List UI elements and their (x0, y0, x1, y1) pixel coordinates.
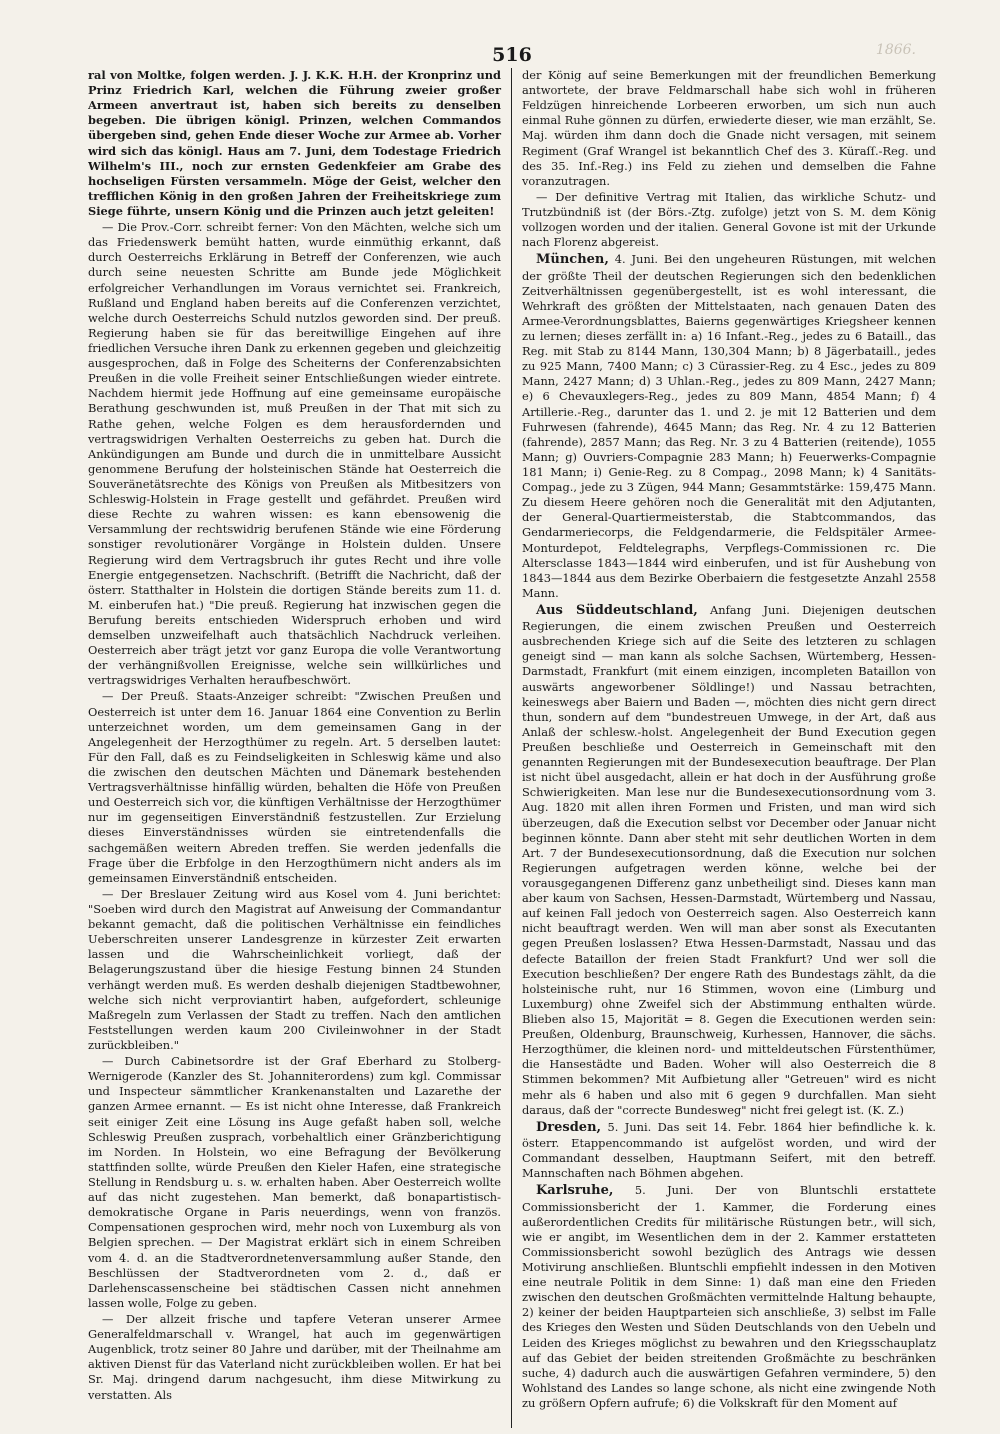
page-header (88, 40, 936, 68)
right-paragraph: Aus Süddeutschland, Anfang Juni. Diejenigen deutschen Regierungen, die einem zwischen Preußen und Oesterreich ausbrechenden Kriege sich auf die Seite des letzteren zu schlagen geneigt sind — man kann als solche Sachsen, Würtemberg, Hessen-Darmstadt, Frankfurt (mit einem einzigen, incompleten Bataillon von auswärts angeworbener Söldlinge!) und Nassau betrachten, keineswegs aber Baiern und Baden —, möchten dies nicht gern direct thun, sondern auf dem "bundestreuen Umwege, in der Art, daß aus Anlaß der schlesw.-holst. Angelegenheit der Bund Execution gegen Preußen beschließe und Oesterreich in Gemeinschaft mit den genannten Regierungen mit der Bundesexecution beauftrage. Der Plan ist nicht übel ausgedacht, allein er hat doch in der Ausführung große Schwierigkeiten. Man lese nur die Bundesexecutionsordnung vom 3. Aug. 1820 mit allen ihren Formen und Fristen, und man wird sich überzeugen, daß die Execution selbst vor December oder Januar nicht beginnen könnte. Dann aber steht mit sehr deutlichen Worten in dem Art. 7 der Bundesexecutionsordnung, daß die Execution nur solchen Regierungen aufgetragen werden könne, welche bei der vorausgegangenen Differenz ganz unbetheiligt sind. Dieses kann man aber kaum von Sachsen, Hessen-Darmstadt, Würtemberg und Nassau, auf keinen Fall jedoch von Oesterreich sagen. Also Oesterreich kann nicht beauftragt werden. Wen will man aber sonst als Executanten gegen Preußen loslassen? Etwa Hessen-Darmstadt, Nassau und das defecte Bataillon der freien Stadt Frankfurt? Und wer soll die Execution beschließen? Der engere Rath des Bundestags zählt, da die holsteinische ruht, nur 16 Stimmen, wovon eine (Limburg und Luxemburg) ohne Zweifel sich der Abstimmung enthalten würde. Blieben also 15, Majorität = 8. Gegen die Executionen werden sein: Preußen, Oldenburg, Braunschweig, Kurhessen, Hannover, die sächs. Herzogthümer, die kleinen nord- und mitteldeutschen Fürstenthümer, die Hansestädte und Baden. Woher will also Oesterreich die 8 Stimmen bekommen? Mit Aufbietung aller "Getreuen" wird es nicht mehr als 6 haben und also mit 6 gegen 9 durchfallen. Man sieht daraus, daß der "correcte Bundesweg" nicht frei gelegt ist. (K. Z.) (522, 602, 936, 1117)
left-paragraph: — Der Breslauer Zeitung wird aus Kosel vom 4. Juni berichtet: "Soeben wird durch den Magistrat auf Anweisung der Commandantur bekannt gemacht, daß die politischen Verhältnisse ein feindliches Ueberschreiten unserer Landesgrenze in kürzester Zeit erwarten lassen und die Wahrscheinlichkeit vorliegt, daß der Belagerungszustand über die hiesige Festung binnen 24 Stunden verhängt werden muß. Es werden deshalb diejenigen Stadtbewohner, welche sich nicht verproviantirt haben, aufgefordert, schleunige Maßregeln zum Verlassen der Stadt zu treffen. Nach den amtlichen Feststellungen werden kaum 200 Civileinwohner in der Stadt zurückbleiben." (88, 886, 501, 1052)
right-paragraph: — Der definitive Vertrag mit Italien, das wirkliche Schutz- und Trutzbündniß ist (der Börs.-Ztg. zufolge) jetzt von S. M. dem König vollzogen worden und der italien. General Govone ist mit der Urkunde nach Florenz abgereist. (522, 189, 936, 250)
left-paragraph: ral von Moltke, folgen werden. J. J. K.K. H.H. der Kronprinz und Prinz Friedrich Karl, welchen die Führung zweier großer Armeen anvertraut ist, haben sich bereits zu denselben begeben. Die übrigen königl. Prinzen, welchen Commandos übergeben sind, gehen Ende dieser Woche zur Armee ab. Vorher wird sich das königl. Haus am 7. Juni, dem Todestage Friedrich Wilhelm's III., noch zur ernsten Gedenkfeier am Grabe des hochseligen Fürsten versammeln. Möge der Geist, welcher den trefflichen König in den großen Jahren der Freiheitskriege zum Siege führte, unsern König und die Prinzen auch jetzt geleiten! (88, 68, 501, 218)
bleed-through-text: 1866. (875, 42, 916, 58)
text-columns (88, 68, 936, 1428)
left-paragraph: — Durch Cabinetsordre ist der Graf Eberhard zu Stolberg-Wernigerode (Kanzler des St. Johanniterordens) zum kgl. Commissar und Inspecteur sämmtlicher Krankenanstalten und Lazarethe der ganzen Armee ernannt. — Es ist nicht ohne Interesse, daß Frankreich seit einiger Zeit eine Lösung ins Auge gefaßt haben soll, welche Schleswig Preußen zusprach, vorbehaltlich einer Gränzberichtigung im Norden. In Holstein, wo eine Befragung der Bevölkerung stattfinden sollte, würde Preußen den Kieler Hafen, eine strategische Stellung in Rendsburg u. s. w. erhalten haben. Aber Oesterreich wollte auf das nicht zugestehen. Man bemerkt, daß bonapartistisch-demokratische Organe in Paris neuerdings, wenn von französ. Compensationen gesprochen wird, mehr noch von Luxemburg als von Belgien sprechen. — Der Magistrat erklärt sich in einem Schreiben vom 4. d. an die Stadtverordnetenversammlung außer Stande, den Beschlüssen der Stadtverordneten vom 2. d., daß er Darlehenscassenscheine bei städtischen Cassen nicht annehmen lassen wolle, Folge zu geben. (88, 1054, 501, 1310)
dateline: Aus Süddeutschland, (536, 602, 698, 618)
dateline: München, (536, 252, 609, 268)
left-column (88, 68, 512, 1428)
dateline: Karlsruhe, (536, 1183, 614, 1199)
left-paragraph: — Die Prov.-Corr. schreibt ferner: Von den Mächten, welche sich um das Friedenswerk bemüht hatten, wurde einmüthig erkannt, daß durch Oesterreichs Erklärung in Betreff der Conferenzen, wie auch durch seine neuesten Schritte am Bunde jede Möglichkeit erfolgreicher Verhandlungen im Voraus vernichtet sei. Frankreich, Rußland und England haben bereits auf die Conferenzen verzichtet, welche durch Oesterreichs Schuld nutzlos geworden sind. Der preuß. Regierung haben sie für das bereitwillige Eingehen auf ihre friedlichen Versuche ihren Dank zu erkennen gegeben und gleichzeitig ausgesprochen, daß in Folge des Scheiterns der Conferenzabsichten Preußen in die volle Freiheit seiner Entschließungen wieder eintrete. Nachdem hiermit jede Hoffnung auf eine gemeinsame europäische Berathung geschwunden ist, muß Preußen in der That mit sich zu Rathe gehen, welche Folgen es dem herausfordernden und vertragswidrigen Verhalten Oesterreichs zu geben hat. Durch die Ankündigungen am Bunde und durch die in unmittelbare Aussicht genommene Berufung der holsteinischen Stände hat Oesterreich die Souveränetätsrechte des Königs von Preußen als Mitbesitzers von Schleswig-Holstein in Frage gestellt und gefährdet. Preußen wird diese Rechte zu wahren wissen: es kann ebensowenig die Versammlung der rechtswidrig berufenen Stände wie eine Förderung sonstiger revolutionärer Vorgänge in Holstein dulden. Unsere Regierung wird dem Vertragsbruch ihr gutes Recht und ihre volle Energie entgegensetzen. Nachschrift. (Betrifft die Nachricht, daß der österr. Statthalter in Holstein die dortigen Stände bereits zum 11. d. M. einberufen hat.) "Die preuß. Regierung hat inzwischen gegen die Berufung bereits entschieden Widerspruch erhoben und wird demselben unzweifelhaft auch thatsächlich Nachdruck verleihen. Oesterreich aber trägt jetzt vor ganz Europa die volle Verantwortung der verhängnißvollen Ereignisse, welche sein willkürliches und vertragswidriges Verhalten heraufbeschwört. (88, 220, 501, 688)
right-paragraph: der König auf seine Bemerkungen mit der freundlichen Bemerkung antwortete, der brave Feldmarschall habe sich wohl in früheren Feldzügen hinreichende Lorbeeren erworben, um sich nun auch einmal Ruhe gönnen zu dürfen, erwiederte dieser, wie man erzählt, Se. Maj. würden ihm dann doch die Gnade nicht versagen, mit seinem Regiment (Graf Wrangel ist bekanntlich Chef des 3. Küraſſ.-Reg. und des 35. Inf.-Reg.) ins Feld zu ziehen und demselben die Fahne voranzutragen. (522, 68, 936, 188)
right-paragraph: Karlsruhe, 5. Juni. Der von Bluntschli erstattete Commissionsbericht der 1. Kammer, die Forderung eines außerordentlichen Credits für militärische Rüstungen betr., will sich, wie er angibt, im Wesentlichen dem in der 2. Kammer erstatteten Commissionsbericht sowohl bezüglich des Antrags wie dessen Motivirung anschließen. Bluntschli empfiehlt indessen in den Motiven eine neutrale Politik in dem Sinne: 1) daß man eine den Frieden zwischen den deutschen Großmächten vermittelnde Haltung behaupte, 2) keiner der beiden Hauptparteien sich anschließe, 3) selbst im Falle des Krieges den Westen und Süden Deutschlands von den Uebeln und Leiden des Krieges möglichst zu bewahren und den Kriegsschauplatz auf das Gebiet der beiden streitenden Großmächte zu beschränken suche, 4) dadurch auch die auswärtigen Gefahren vermindere, 5) den Wohlstand des Landes so lange schone, als nicht eine zwingende Noth zu größern Opfern aufrufe; 6) die Volkskraft für den Moment auf (522, 1183, 936, 1410)
left-paragraph: — Der allzeit frische und tapfere Veteran unserer Armee Generalfeldmarschall v. Wrangel, hat auch im gegenwärtigen Augenblick, trotz seiner 80 Jahre und darüber, mit der Theilnahme am aktiven Dienst für das Vaterland nicht zurückbleiben wollen. Er hat bei Sr. Maj. dringend darum nachgesucht, ihm diese Mitwirkung zu verstatten. Als (88, 1311, 501, 1402)
page-number: 516 (492, 44, 532, 66)
dateline: Dresden, (536, 1119, 602, 1135)
right-paragraph: München, 4. Juni. Bei den ungeheuren Rüstungen, mit welchen der größte Theil der deutschen Regierungen sich den bedenklichen Zeitverhältnissen gegenübergestellt, ist es wohl interessant, die Wehrkraft des größten der Mittelstaaten, nach genauen Daten des Armee-Verordnungsblattes, Baierns gegenwärtiges Kriegsheer kennen zu lernen; dieses zerfällt in: a) 16 Infant.-Reg., jedes zu 6 Bataill., das Reg. mit Stab zu 8144 Mann, 130,304 Mann; b) 8 Jägerbataill., jedes zu 925 Mann, 7400 Mann; c) 3 Cürassier-Reg. zu 4 Esc., jedes zu 809 Mann, 2427 Mann; d) 3 Uhlan.-Reg., jedes zu 809 Mann, 2427 Mann; e) 6 Chevauxlegers-Reg., jedes zu 809 Mann, 4854 Mann; f) 4 Artillerie.-Reg., darunter das 1. und 2. je mit 12 Batterien und dem Fuhrwesen (fahrende), 4645 Mann; das Reg. Nr. 4 zu 12 Batterien (fahrende), 2857 Mann; das Reg. Nr. 3 zu 4 Batterien (reitende), 1055 Mann; g) Ouvriers-Compagnie 283 Mann; h) Feuerwerks-Compagnie 181 Mann; i) Genie-Reg. zu 8 Compag., 2098 Mann; k) 4 Sanitäts-Compag., jede zu 3 Zügen, 944 Mann; Gesammtstärke: 159,475 Mann. Zu diesem Heere gehören noch die Generalität mit den Adjutanten, der General-Quartiermeisterstab, die Stabtcommandos, das Gendarmeriecorps, die Feldgendarmerie, die Feldspitäler Armee-Monturdepot, Feldtelegraphs, Verpflegs-Commissionen rc. Die Altersclasse 1843—1844 wird einberufen, und ist für Aushebung von 1843—1844 aus dem Bezirke Oberbaiern die festgesetzte Anzahl 2558 Mann. (522, 252, 936, 600)
right-paragraph: Dresden, 5. Juni. Das seit 14. Febr. 1864 hier befindliche k. k. österr. Etappencommando ist aufgelöst worden, und wird der Commandant desselben, Hauptmann Seifert, mit den betreff. Mannschaften nach Böhmen abgehen. (522, 1119, 936, 1181)
right-column (512, 68, 936, 1428)
left-paragraph: — Der Preuß. Staats-Anzeiger schreibt: "Zwischen Preußen und Oesterreich ist unter dem 16. Januar 1864 eine Convention zu Berlin unterzeichnet worden, um dem gemeinsamen Gang in der Angelegenheit der Herzogthümer zu regeln. Art. 5 derselben lautet: Für den Fall, daß es zu Feindseligkeiten in Schleswig käme und also die zwischen den deutschen Mächten und Dänemark bestehenden Vertragsverhältnisse hinfällig würden, behalten die Höfe von Preußen und Oesterreich sich vor, die künftigen Verhältnisse der Herzogthümer nur im gegenseitigen Einverständniß festzustellen. Zur Erzielung dieses Einverständnisses würden sie eintretendenfalls die sachgemäßen weitern Abreden treffen. Sie werden jedenfalls die Frage über die Erbfolge in den Herzogthümern nicht anders als im gemeinsamen Einverständniß entscheiden. (88, 689, 501, 885)
